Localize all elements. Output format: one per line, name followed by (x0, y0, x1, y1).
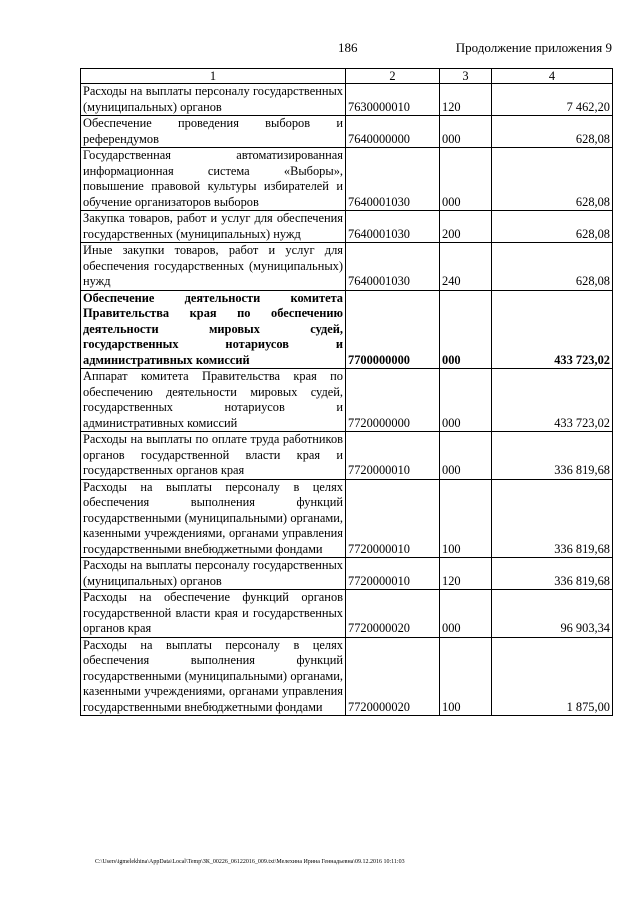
row-name-cell: Обеспечение деятельности комитета Правительства края по обеспечению деятельности мировых судей, государственных нотариусов и административных комиссий (81, 290, 346, 369)
row-code-cell: 7720000020 (346, 637, 440, 716)
row-code-cell: 7700000000 (346, 290, 440, 369)
row-amount-cell: 336 819,68 (492, 432, 613, 480)
row-name-cell: Расходы на выплаты персоналу в целях обеспечения выполнения функций государственными (муниципальными) органами, казенными учреждениями, органами управления государственными внебюджетными фондами (81, 637, 346, 716)
row-name-cell: Государственная автоматизированная информационная система «Выборы», повышение правовой культуры избирателей и обучение организаторов выборов (81, 148, 346, 211)
row-kind-cell: 200 (440, 211, 492, 243)
row-amount-cell: 1 875,00 (492, 637, 613, 716)
row-code-cell: 7720000000 (346, 369, 440, 432)
table-row (81, 479, 613, 558)
column-header: 4 (492, 69, 613, 84)
column-header: 3 (440, 69, 492, 84)
row-kind-cell: 000 (440, 369, 492, 432)
row-amount-cell: 628,08 (492, 116, 613, 148)
row-amount-cell: 628,08 (492, 211, 613, 243)
footer-file-path: C:\Users\igmelekhina\AppData\Local\Temp\ЗК_00226_06122016_009.txt\Мелехина Ирина Геннадьевна\09.12.2016 10:11:03 (95, 859, 405, 865)
table-row (81, 290, 613, 369)
row-name-cell: Расходы на выплаты персоналу государственных (муниципальных) органов (81, 84, 346, 116)
row-name-cell: Обеспечение проведения выборов и референдумов (81, 116, 346, 148)
row-code-cell: 7640001030 (346, 211, 440, 243)
table-header-row (81, 69, 613, 84)
row-amount-cell: 433 723,02 (492, 290, 613, 369)
row-code-cell: 7630000010 (346, 84, 440, 116)
row-code-cell: 7640001030 (346, 148, 440, 211)
row-kind-cell: 000 (440, 290, 492, 369)
row-kind-cell: 000 (440, 432, 492, 480)
table-row (81, 116, 613, 148)
row-code-cell: 7720000010 (346, 432, 440, 480)
row-name-cell: Расходы на выплаты персоналу в целях обеспечения выполнения функций государственными (муниципальными) органами, казенными учреждениями, органами управления государственными внебюджетными фондами (81, 479, 346, 558)
row-name-cell: Расходы на выплаты персоналу государственных (муниципальных) органов (81, 558, 346, 590)
row-kind-cell: 000 (440, 590, 492, 638)
page-subtitle: Продолжение приложения 9 (455, 40, 612, 55)
row-name-cell: Закупка товаров, работ и услуг для обеспечения государственных (муниципальных) нужд (81, 211, 346, 243)
row-code-cell: 7720000010 (346, 479, 440, 558)
table-row (81, 432, 613, 480)
row-code-cell: 7720000020 (346, 590, 440, 638)
column-header: 1 (81, 69, 346, 84)
table-row (81, 84, 613, 116)
table-body (81, 84, 613, 716)
table-row (81, 243, 613, 291)
row-amount-cell: 336 819,68 (492, 558, 613, 590)
row-code-cell: 7640000000 (346, 116, 440, 148)
table-row (81, 558, 613, 590)
column-header: 2 (346, 69, 440, 84)
row-name-cell: Иные закупки товаров, работ и услуг для обеспечения государственных (муниципальных) нужд (81, 243, 346, 291)
table-row (81, 637, 613, 716)
row-name-cell: Аппарат комитета Правительства края по обеспечению деятельности мировых судей, государственных нотариусов и административных комиссий (81, 369, 346, 432)
table-row (81, 148, 613, 211)
row-kind-cell: 000 (440, 116, 492, 148)
row-amount-cell: 7 462,20 (492, 84, 613, 116)
page-number: 186 (338, 40, 358, 55)
row-amount-cell: 336 819,68 (492, 479, 613, 558)
row-name-cell: Расходы на выплаты по оплате труда работников органов государственной власти края и государственных органов края (81, 432, 346, 480)
row-amount-cell: 433 723,02 (492, 369, 613, 432)
row-code-cell: 7640001030 (346, 243, 440, 291)
row-kind-cell: 240 (440, 243, 492, 291)
table-row (81, 369, 613, 432)
row-kind-cell: 120 (440, 558, 492, 590)
row-kind-cell: 100 (440, 637, 492, 716)
table-row (81, 590, 613, 638)
row-kind-cell: 000 (440, 148, 492, 211)
row-amount-cell: 628,08 (492, 243, 613, 291)
row-kind-cell: 120 (440, 84, 492, 116)
table-row (81, 211, 613, 243)
row-name-cell: Расходы на обеспечение функций органов государственной власти края и государственных органов края (81, 590, 346, 638)
row-kind-cell: 100 (440, 479, 492, 558)
budget-table (80, 68, 613, 716)
row-amount-cell: 628,08 (492, 148, 613, 211)
row-code-cell: 7720000010 (346, 558, 440, 590)
row-amount-cell: 96 903,34 (492, 590, 613, 638)
